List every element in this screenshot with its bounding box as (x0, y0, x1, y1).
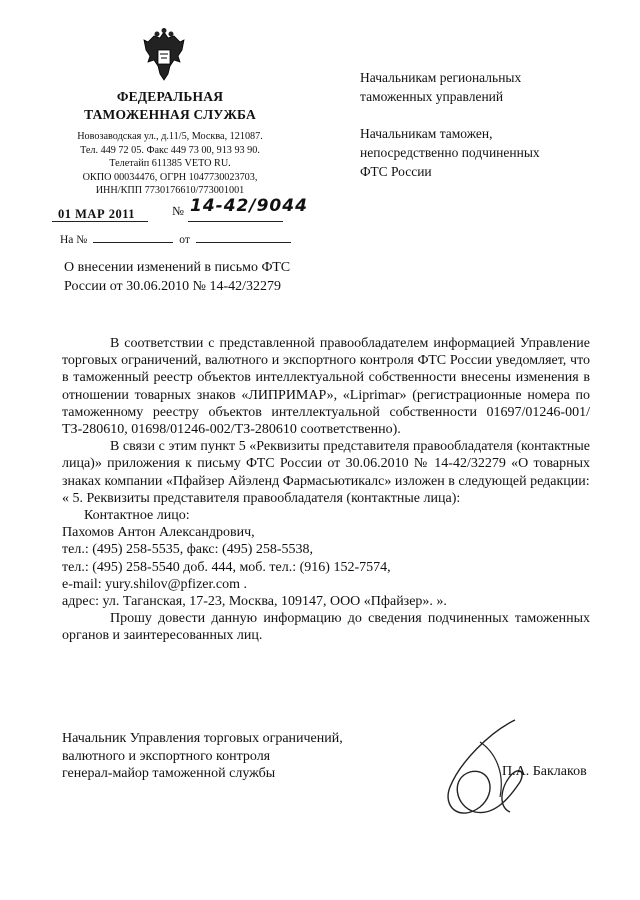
signatory-name: П.А. Баклаков (502, 764, 587, 779)
letter-date-stamp: 01 МАР 2011 (58, 207, 136, 221)
org-line-2: ТАМОЖЕННАЯ СЛУЖБА (84, 107, 256, 122)
reference-date-blank (196, 230, 291, 243)
signatory-title (62, 730, 382, 783)
signatory-title-line: Начальник Управления торговых ограничений, (62, 731, 343, 746)
signatory-title-line: валютного и экспортного контроля (62, 748, 271, 764)
signatory-title-line: генерал-майор таможенной службы (62, 766, 276, 781)
requisite-line: ИНН/КПП 7730176610/773001001 (95, 185, 245, 196)
coat-of-arms-emblem-icon (140, 28, 188, 86)
subject-line: О внесении изменений в письмо ФТС (64, 260, 291, 275)
body-paragraph: Прошу довести данную информацию до сведения подчиненных таможенных органов и заинтересованных лиц. (62, 611, 590, 644)
addressee-line: Начальникам таможен, (360, 126, 493, 141)
subject-line: России от 30.06.2010 № 14-42/32279 (64, 279, 282, 294)
number-underline (188, 221, 283, 222)
reference-number-blank (93, 230, 173, 243)
org-line-1: ФЕДЕРАЛЬНАЯ (116, 89, 224, 104)
quote-line: « 5. Реквизиты представителя правообладателя (контактные лица): (62, 490, 461, 506)
addressee-line: ФТС России (360, 164, 432, 179)
requisite-line: ОКПО 00034476, ОГРН 1047730023703, (82, 171, 258, 183)
requisite-line: Новозаводская ул., д.11/5, Москва, 121087. (77, 131, 263, 142)
reference-line (60, 230, 291, 246)
body-paragraph: В соответствии с представленной правообладателем информацией Управление торговых ограничений, валютного и экспортного контроля ФТС России уведомляет, что в таможенный реестр объектов интеллектуальной собственности внесены изменения в отношении товарных знаков «ЛИПРИМАР», «Liprimar» (регистрационные номера по таможенному реестру объектов интеллектуальной собственности 01697/01246-001/ТЗ-280610, 01698/01246-002/ТЗ-280610 соответственно). (62, 336, 590, 438)
addressee-line: непосредственно подчиненных (360, 145, 540, 160)
letter-body (62, 335, 590, 645)
requisite-line: Тел. 449 72 05. Факс 449 73 00, 913 93 90. (80, 144, 260, 156)
letter-number-handwritten: 14-42/9044 (190, 196, 308, 216)
organization-requisites (60, 130, 280, 198)
ot-label: от (179, 234, 190, 246)
requisite-line: Телетайп 611385 VETO RU. (109, 158, 231, 169)
addressee-block-2 (360, 124, 630, 181)
addressee-block-1 (360, 68, 630, 106)
quote-line: тел.: (495) 258-5535, факс: (495) 258-5538, (62, 542, 314, 558)
quote-line: Пахомов Антон Александрович, (62, 525, 255, 541)
letter-subject (64, 258, 364, 296)
date-underline (52, 221, 148, 222)
organization-name (70, 88, 270, 124)
quote-line: e-mail: yury.shilov@pfizer.com . (62, 576, 247, 592)
quote-line: тел.: (495) 258-5540 доб. 444, моб. тел.: (916) 152-7574, (62, 559, 391, 575)
quote-line: Контактное лицо: (84, 508, 190, 524)
quote-line: адрес: ул. Таганская, 17-23, Москва, 109147, ООО «Пфайзер». ». (62, 594, 447, 610)
body-paragraph: В связи с этим пункт 5 «Реквизиты представителя правообладателя (контактные лица)» приложения к письму ФТС России от 30.06.2010 № 14-42/32279 «О товарных знаках компании «Пфайзер Айэленд Фармасьютикалс» изложен в следующей редакции: (62, 439, 590, 489)
na-label: На № (60, 234, 88, 246)
addressee-line: таможенных управлений (360, 89, 504, 104)
number-label: № (172, 204, 184, 218)
addressee-line: Начальникам региональных (360, 70, 522, 85)
